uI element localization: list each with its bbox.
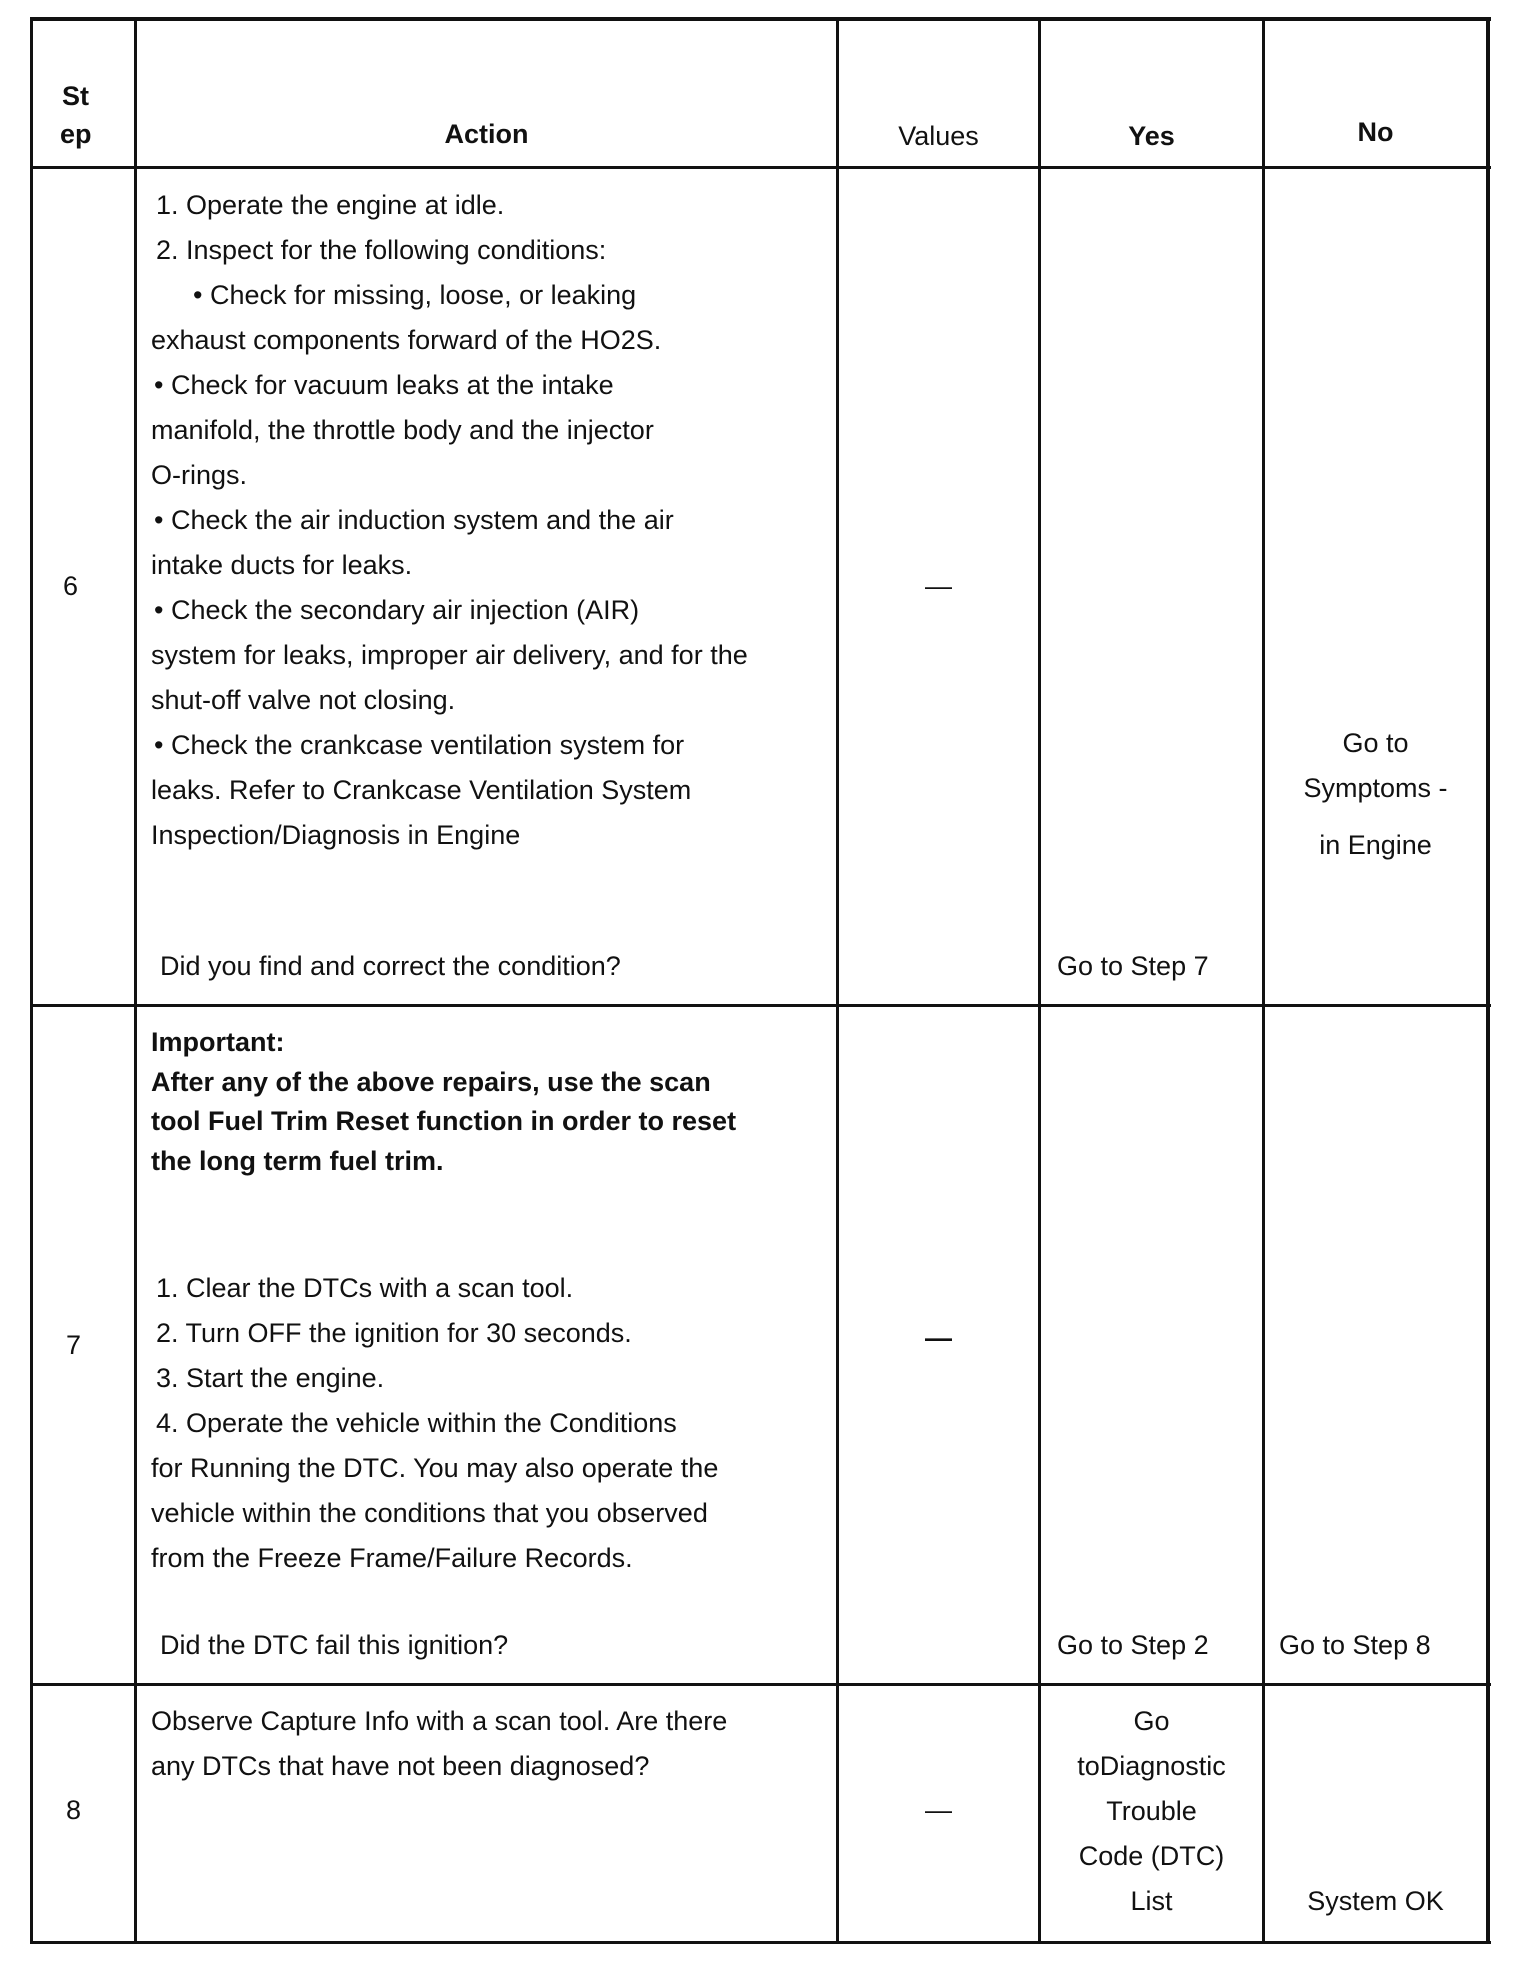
col-divider-values-yes [1038,17,1041,1944]
row8-yes-line: List [1130,1886,1173,1916]
row-divider-7-8 [30,1683,1491,1686]
row6-no-line: in Engine [1319,830,1432,860]
row6-action-line: manifold, the throttle body and the injector [151,415,654,445]
col-divider-yes-no [1262,17,1265,1944]
row6-action-line: • Check the crankcase ventilation system for [154,730,685,760]
col-divider-action-values [836,17,839,1944]
row6-question: Did you find and correct the condition? [160,951,621,981]
row8-action-line: Observe Capture Info with a scan tool. Are there [151,1706,728,1736]
table-border-top [30,17,1491,21]
row6-step-number: 6 [63,571,79,601]
header-no: No [1357,117,1394,147]
row6-action-line: • Check the secondary air injection (AIR) [154,595,640,625]
row7-no: Go to Step 8 [1279,1630,1431,1660]
row8-yes-line: Code (DTC) [1078,1841,1225,1871]
row7-step-number: 7 [66,1330,82,1360]
row-divider-6-7 [30,1004,1491,1007]
row7-question: Did the DTC fail this ignition? [160,1630,509,1660]
row8-action-line: any DTCs that have not been diagnosed? [151,1751,650,1781]
row7-action-line: 2. Turn OFF the ignition for 30 seconds. [156,1318,632,1348]
row7-values: — [925,1323,952,1353]
row7-important-line: tool Fuel Trim Reset function in order to reset [151,1106,737,1136]
header-step-line1: St [62,81,89,111]
row7-action-line: for Running the DTC. You may also operate the [151,1453,719,1483]
row7-action-line: vehicle within the conditions that you observed [151,1498,708,1528]
row7-important-line: the long term fuel trim. [151,1146,444,1176]
row7-yes: Go to Step 2 [1057,1630,1209,1660]
row6-action-line: O-rings. [151,460,248,490]
row7-action-line: 3. Start the engine. [156,1363,385,1393]
row7-action-line: 1. Clear the DTCs with a scan tool. [156,1273,574,1303]
row7-important-line: After any of the above repairs, use the scan [151,1067,711,1097]
table-border-bottom [30,1941,1491,1944]
row6-no-line: Go to [1342,728,1409,758]
row6-no-line: Symptoms - [1303,773,1448,803]
row6-action-line: shut-off valve not closing. [151,685,456,715]
row8-yes-line: Trouble [1106,1796,1197,1826]
row6-action-line: exhaust components forward of the HO2S. [151,325,662,355]
header-step-line2: ep [60,119,92,149]
row8-values: — [925,1795,952,1825]
row8-step-number: 8 [66,1795,82,1825]
row6-action-line: Inspection/Diagnosis in Engine [151,820,521,850]
header-divider [30,166,1491,169]
table-border-right [1486,17,1490,1944]
row8-yes-line: Go [1133,1706,1170,1736]
row7-action-line: 4. Operate the vehicle within the Conditions [156,1408,677,1438]
row6-action-line: leaks. Refer to Crankcase Ventilation System [151,775,692,805]
col-divider-step-action [134,17,137,1944]
row8-no: System OK [1307,1886,1444,1916]
row8-yes-line: toDiagnostic [1077,1751,1226,1781]
row6-yes: Go to Step 7 [1057,951,1209,981]
row6-action-line: • Check the air induction system and the air [154,505,674,535]
row6-action-line: • Check for vacuum leaks at the intake [154,370,614,400]
row7-important-line: Important: [151,1027,285,1057]
row6-values: — [925,571,952,601]
row6-action-line: system for leaks, improper air delivery, and for the [151,640,748,670]
row6-action-line: intake ducts for leaks. [151,550,413,580]
header-yes: Yes [1128,121,1175,151]
row6-action-line: 2. Inspect for the following conditions: [156,235,607,265]
row7-action-line: from the Freeze Frame/Failure Records. [151,1543,633,1573]
header-values: Values [898,121,979,151]
row6-action-line: 1. Operate the engine at idle. [156,190,505,220]
table-border-left [30,17,33,1944]
header-action: Action [444,119,529,149]
row6-action-line: • Check for missing, loose, or leaking [193,280,637,310]
